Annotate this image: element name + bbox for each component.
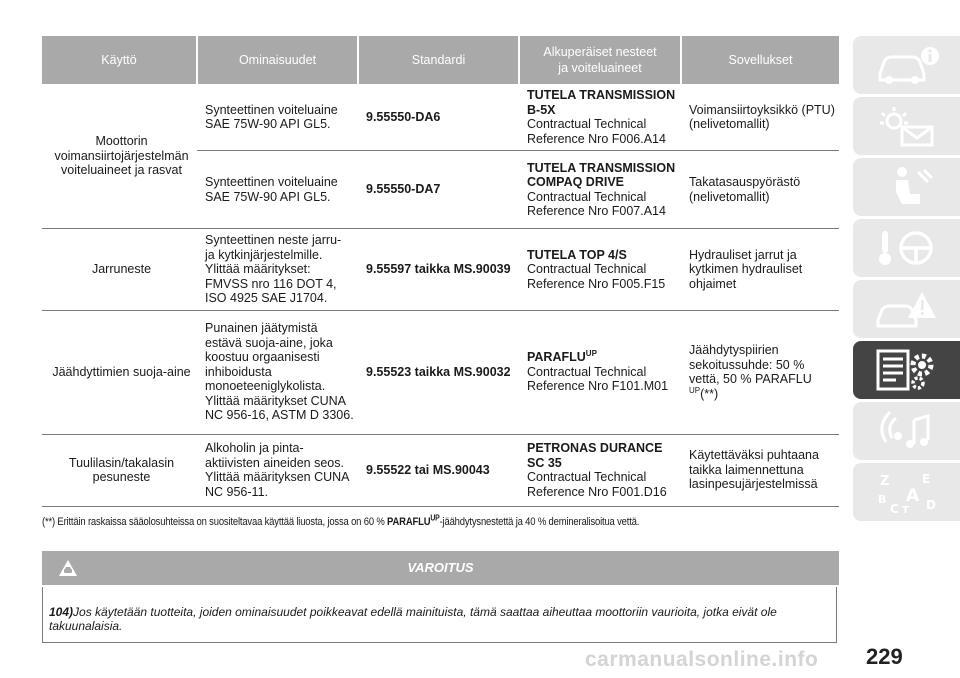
warning-text: Jos käytetään tuotteita, joiden ominaisuudet poikkeavat edellä mainituista, tämä saattaa aiheuttaa moottoriin vaurioita, jotka eivät ole takuunalaisia. — [49, 605, 777, 633]
product-name: PETRONAS DURANCE SC 35 — [527, 441, 663, 470]
application-text: Jäähdytyspiirien sekoitussuhde: 50 % vettä, 50 % PARAFLU — [689, 343, 812, 386]
header-original-fluids: Alkuperäiset nesteet ja voiteluaineet — [519, 36, 681, 84]
product-reference: Contractual Technical Reference Nro F101.M01 — [527, 364, 669, 394]
product-name: TUTELA TRANSMISSION COMPAQ DRIVE — [527, 160, 676, 189]
tab-multimedia[interactable] — [853, 402, 960, 460]
table-row — [42, 310, 839, 434]
table-row — [42, 84, 839, 151]
product-name-line — [527, 350, 677, 365]
application-cell: Hydrauliset jarrut ja kytkimen hydrauliset ohjaimet — [681, 229, 839, 311]
warning-car-icon — [58, 559, 78, 577]
multimedia-icon — [872, 408, 942, 454]
usage-cell: Moottorin voimansiirtojärjestelmän voiteluaineet ja rasvat — [42, 84, 197, 229]
product-cell — [519, 310, 681, 434]
product-cell — [519, 229, 681, 311]
tab-specs[interactable] — [853, 341, 960, 399]
page-number: 229 — [866, 644, 903, 669]
product-reference: Contractual Technical Reference Nro F001.D16 — [527, 470, 667, 499]
properties-cell: Synteettinen neste jarru- ja kytkinjärjestelmille. Ylittää määritykset: FMVSS nro 116 DOT 4, ISO 4925 SAE J1704. — [197, 229, 358, 311]
index-letter: C — [889, 502, 899, 515]
header-usage: Käyttö — [42, 36, 197, 84]
product-reference: Contractual Technical Reference Nro F007.A14 — [527, 189, 666, 218]
usage-cell: Tuulilasin/takalasin pesuneste — [42, 434, 197, 506]
specs-gear-icon — [872, 347, 942, 393]
footnote-brand: PARAFLU — [387, 516, 431, 528]
product-reference: Contractual Technical Reference Nro F005.F15 — [527, 262, 666, 291]
standard-cell: 9.55523 taikka MS.90032 — [358, 310, 519, 434]
table-header-row — [42, 36, 839, 84]
properties-cell: Alkoholin ja pinta-aktiivisten aineiden seos. Ylittää määrityksen CUNA NC 956-11. — [197, 434, 358, 506]
table-row — [42, 229, 839, 311]
tab-key-steering-wheel[interactable] — [853, 219, 960, 277]
car-crash-warning-icon — [872, 286, 942, 332]
application-cell: Käytettäväksi puhtaana taikka laimennettuna lasinpesujärjestelmissä — [681, 434, 839, 506]
standard-cell: 9.55597 taikka MS.90039 — [358, 229, 519, 311]
footnote-marker: (**) — [700, 386, 719, 401]
tab-alphabetical-index[interactable] — [853, 463, 960, 521]
application-cell: Takatasauspyörästö (nelivetomallit) — [681, 151, 839, 229]
airbag-seat-icon — [872, 164, 942, 210]
dashboard-lights-icon — [872, 103, 942, 149]
product-cell — [519, 151, 681, 229]
standard-cell: 9.55550-DA6 — [358, 84, 519, 151]
lubricants-table-container — [42, 36, 839, 507]
product-name: TUTELA TRANSMISSION B-5X — [527, 88, 676, 117]
footnote-superscript: UP — [430, 513, 440, 523]
watermark: carmanualsonline.info — [585, 648, 819, 671]
tab-dashboard-lights[interactable] — [853, 97, 960, 155]
product-name: TUTELA TOP 4/S — [527, 247, 627, 262]
footnote-text-end: -jäähdytysnestettä ja 40 % demineralisoitua vettä. — [439, 516, 640, 528]
warning-reference: 104) — [49, 605, 74, 619]
index-letter: A — [905, 486, 919, 506]
header-applications: Sovellukset — [681, 36, 839, 84]
alphabetical-index-icon — [872, 469, 942, 515]
car-info-icon — [872, 42, 942, 88]
tab-airbag-seat[interactable] — [853, 158, 960, 216]
usage-cell: Jarruneste — [42, 229, 197, 311]
warning-body — [42, 587, 837, 643]
product-superscript: UP — [585, 349, 597, 359]
table-row — [42, 434, 839, 506]
warning-header — [42, 551, 839, 585]
product-cell — [519, 434, 681, 506]
properties-cell: Synteettinen voiteluaine SAE 75W-90 API GL5. — [197, 84, 358, 151]
standard-cell: 9.55522 tai MS.90043 — [358, 434, 519, 506]
application-cell: Voimansiirtoyksikkö (PTU) (nelivetomallit) — [681, 84, 839, 151]
tab-car-info[interactable] — [853, 36, 960, 94]
footnote — [42, 513, 730, 528]
header-standard: Standardi — [358, 36, 519, 84]
index-letter: Z — [879, 474, 889, 489]
lubricants-table — [42, 36, 839, 507]
key-steering-wheel-icon — [872, 225, 942, 271]
index-letter: T — [901, 505, 909, 515]
warning-title: VAROITUS — [407, 560, 474, 575]
product-reference: Contractual Technical Reference Nro F006.A14 — [527, 117, 666, 146]
application-cell — [681, 310, 839, 434]
product-cell — [519, 84, 681, 151]
index-letter: B — [877, 493, 886, 506]
standard-cell: 9.55550-DA7 — [358, 151, 519, 229]
application-superscript: UP — [689, 385, 701, 395]
properties-cell: Synteettinen voiteluaine SAE 75W-90 API GL5. — [197, 151, 358, 229]
index-letter: D — [925, 498, 936, 512]
index-letter: E — [921, 472, 930, 486]
usage-cell: Jäähdyttimien suoja-aine — [42, 310, 197, 434]
footnote-text-start: (**) Erittäin raskaissa sääolosuhteissa on suositeltavaa käyttää liuosta, jossa on 60 % — [42, 516, 388, 528]
product-name: PARAFLU — [527, 350, 586, 365]
tab-car-crash-warning[interactable] — [853, 280, 960, 338]
properties-cell: Punainen jäätymistä estävä suoja-aine, joka koostuu orgaanisesti inhiboidusta monoeteeniglykolista. Ylittää määritykset CUNA NC 956-16, ASTM D 3306. — [197, 310, 358, 434]
chapter-tabs — [853, 36, 960, 524]
header-properties: Ominaisuudet — [197, 36, 358, 84]
